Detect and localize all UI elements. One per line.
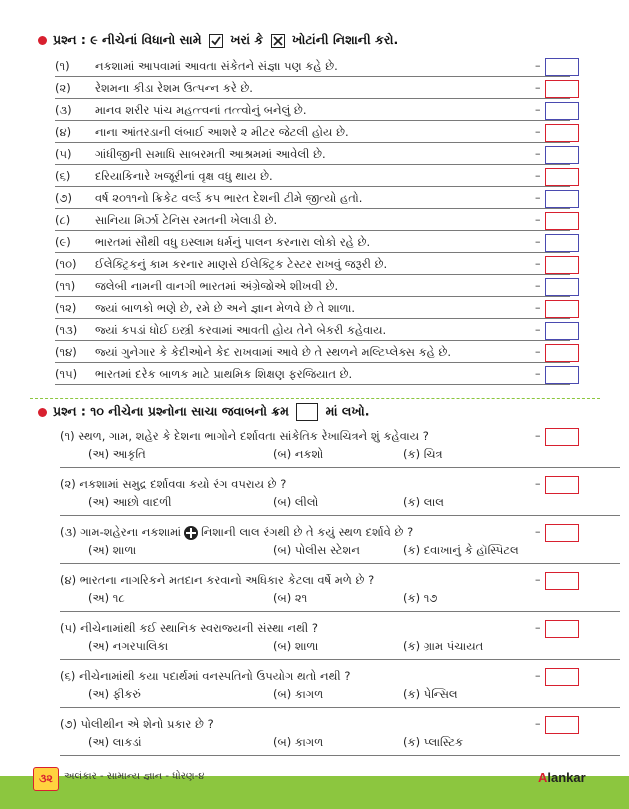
mcq-option: (ક) ચિત્ર: [403, 447, 443, 461]
hospital-plus-icon: [184, 526, 198, 540]
mcq-question-text: નિશાની લાલ રંગથી છે તે કયું સ્થળ દર્શાવે છે ?: [201, 525, 414, 539]
statement-text: વર્ષ ૨૦૧૧નો ક્રિકેટ વર્લ્ડ કપ ભારત દેશની ટીમે જીત્યો હતો.: [95, 191, 363, 205]
mcq-question: [60, 523, 540, 541]
mcq-question: (૬) નીચેનામાંથી કયા પદાર્થમાં વનસ્પતિનો ઉપયોગ થતો નથી ?: [60, 669, 351, 683]
mcq-item: [60, 571, 540, 607]
mcq-option: (ક) પ્લાસ્ટિક: [403, 735, 464, 749]
answer-box[interactable]: [545, 102, 579, 120]
mcq-option: (બ) પોલીસ સ્ટેશન: [273, 543, 360, 557]
section-9-true-label: ખરાં કે: [230, 32, 264, 47]
mcq-separator: [60, 515, 620, 516]
answer-box[interactable]: [545, 620, 579, 638]
answer-box[interactable]: [545, 300, 579, 318]
mcq-option: (બ) કાગળ: [273, 687, 324, 701]
bullet-icon: [38, 408, 47, 417]
mcq-options: [60, 493, 540, 511]
statement-row: [55, 365, 570, 385]
page-number: ૩૨: [33, 767, 59, 791]
answer-dash: –: [535, 301, 541, 314]
statement-number: (૮): [55, 213, 71, 227]
statement-row: [55, 79, 570, 99]
mcq-item: [60, 667, 540, 703]
statement-text: દરિયાકિનારે ખજૂરીનાં વૃક્ષ વધુ થાય છે.: [95, 169, 273, 183]
answer-dash: –: [535, 257, 541, 270]
statement-row: [55, 277, 570, 297]
statement-text: ભારતમાં સૌથી વધુ ઇસ્લામ ધર્મનું પાલન કરનારા લોકો રહે છે.: [95, 235, 371, 249]
answer-dash: –: [535, 169, 541, 182]
answer-box[interactable]: [545, 190, 579, 208]
mcq-option: (અ) આકૃતિ: [88, 447, 146, 461]
mcq-item: [60, 475, 540, 511]
mcq-options: [60, 685, 540, 703]
statement-number: (૯): [55, 235, 71, 249]
brand-logo: [538, 770, 586, 785]
brand-logo-a: A: [538, 770, 548, 785]
mcq-options: [60, 733, 540, 751]
answer-box[interactable]: [545, 344, 579, 362]
answer-dash: –: [535, 669, 541, 682]
statement-number: (૬): [55, 169, 71, 183]
statement-text: નાના આંતરડાની લંબાઈ આશરે ૨ મીટર જેટલી હોય છે.: [95, 125, 349, 139]
answer-dash: –: [535, 345, 541, 358]
mcq-option: (ક) ૧૭: [403, 591, 438, 605]
answer-dash: –: [535, 573, 541, 586]
mcq-separator: [60, 611, 620, 612]
checkmark-box-icon: [209, 34, 223, 48]
answer-dash: –: [535, 103, 541, 116]
answer-box[interactable]: [545, 146, 579, 164]
mcq-separator: [60, 467, 620, 468]
answer-dash: –: [535, 367, 541, 380]
answer-box[interactable]: [545, 256, 579, 274]
mcq-question: (૭) પોલીથીન એ શેનો પ્રકાર છે ?: [60, 717, 214, 731]
section-9-heading: [38, 32, 398, 48]
statement-row: [55, 321, 570, 341]
answer-box[interactable]: [545, 572, 579, 590]
mcq-option: (બ) શાળા: [273, 639, 319, 653]
mcq-option: (અ) શાળા: [88, 543, 137, 557]
section-divider: [30, 398, 600, 399]
statement-text: જ્યાં ગુનેગાર કે કેદીઓને કેદ રાખવામાં આવે છે તે સ્થળને મલ્ટિપ્લેક્સ કહે છે.: [95, 345, 452, 359]
statement-row: [55, 343, 570, 363]
answer-box[interactable]: [545, 58, 579, 76]
answer-box[interactable]: [545, 668, 579, 686]
mcq-separator: [60, 563, 620, 564]
statement-text: ઈલેક્ટ્રિકનું કામ કરનાર માણસે ઈલેક્ટ્રિક ટેસ્ટર રાખવું જરૂરી છે.: [95, 257, 388, 271]
footer-text: અલંકાર - સામાન્ય જ્ઞાન - ધોરણ-૪: [64, 771, 205, 782]
statement-text: ગાંધીજીની સમાધિ સાબરમતી આશ્રમમાં આવેલી છે.: [95, 147, 326, 161]
mcq-option: (ક) ગ્રામ પંચાયત: [403, 639, 484, 653]
answer-box-icon: [296, 403, 318, 421]
answer-dash: –: [535, 147, 541, 160]
mcq-item: [60, 715, 540, 751]
statement-text: રેશમના કીડા રેશમ ઉત્પન્ન કરે છે.: [95, 81, 253, 95]
answer-box[interactable]: [545, 80, 579, 98]
mcq-option: (બ) લીલો: [273, 495, 319, 509]
cross-box-icon: [271, 34, 285, 48]
answer-box[interactable]: [545, 234, 579, 252]
statement-number: (૧૦): [55, 257, 77, 271]
mcq-options: [60, 541, 540, 559]
mcq-question: (૪) ભારતના નાગરિકને મતદાન કરવાનો અધિકાર કેટલા વર્ષે મળે છે ?: [60, 573, 375, 587]
statement-row: [55, 101, 570, 121]
section-9-title: પ્રશ્ન : ૯ નીચેનાં વિધાનો સામે: [53, 32, 202, 47]
mcq-option: (ક) પેન્સિલ: [403, 687, 458, 701]
answer-dash: –: [535, 59, 541, 72]
answer-box[interactable]: [545, 278, 579, 296]
mcq-option: (અ) નગરપાલિકા: [88, 639, 169, 653]
mcq-option: (અ) આછો વાદળી: [88, 495, 172, 509]
statement-text: માનવ શરીર પાંચ મહત્ત્વનાં તત્ત્વોનું બનેલું છે.: [95, 103, 307, 117]
statement-text: જ્યાં બાળકો ભણે છે, રમે છે અને જ્ઞાન મેળવે છે તે શાળા.: [95, 301, 356, 315]
statement-row: [55, 145, 570, 165]
mcq-option: (બ) નકશો: [273, 447, 324, 461]
statement-number: (૪): [55, 125, 72, 139]
statement-number: (૧૪): [55, 345, 77, 359]
statement-row: [55, 233, 570, 253]
answer-dash: –: [535, 279, 541, 292]
section-10-title: પ્રશ્ન : ૧૦ નીચેના પ્રશ્નોના સાચા જવાબનો ક્રમ: [53, 403, 289, 419]
answer-dash: –: [535, 429, 541, 442]
answer-box[interactable]: [545, 168, 579, 186]
mcq-question: (૫) નીચેનામાંથી કઈ સ્થાનિક સ્વરાજ્યની સંસ્થા નથી ?: [60, 621, 318, 635]
mcq-options: [60, 589, 540, 607]
mcq-option: (ક) દવાખાનું કે હૉસ્પિટલ: [403, 543, 519, 557]
mcq-options: [60, 637, 540, 655]
statement-number: (૫): [55, 147, 72, 161]
answer-dash: –: [535, 717, 541, 730]
answer-box[interactable]: [545, 428, 579, 446]
statement-text: જલેબી નામની વાનગી ભારતમાં અંગ્રેજોએ શીખવી છે.: [95, 279, 339, 293]
answer-box[interactable]: [545, 124, 579, 142]
answer-dash: –: [535, 525, 541, 538]
statement-row: [55, 255, 570, 275]
section-10-title-end: માં લખો.: [325, 403, 370, 419]
statement-row: [55, 57, 570, 77]
mcq-option: (બ) કાગળ: [273, 735, 324, 749]
mcq-option: (અ) ફીકરું: [88, 687, 141, 701]
answer-box[interactable]: [545, 212, 579, 230]
answer-dash: –: [535, 81, 541, 94]
answer-box[interactable]: [545, 476, 579, 494]
statement-number: (૧૫): [55, 367, 78, 381]
answer-dash: –: [535, 621, 541, 634]
mcq-separator: [60, 707, 620, 708]
mcq-options: [60, 445, 540, 463]
statement-row: [55, 189, 570, 209]
statement-row: [55, 167, 570, 187]
mcq-separator: [60, 659, 620, 660]
answer-box[interactable]: [545, 524, 579, 542]
mcq-item: [60, 619, 540, 655]
statement-number: (૧૩): [55, 323, 78, 337]
statement-number: (૩): [55, 103, 72, 117]
bullet-icon: [38, 36, 47, 45]
mcq-item: [60, 523, 540, 559]
mcq-option: (અ) ૧૮: [88, 591, 125, 605]
statement-number: (૧૧): [55, 279, 76, 293]
statement-number: (૧): [55, 59, 70, 73]
answer-dash: –: [535, 191, 541, 204]
mcq-separator: [60, 755, 620, 756]
statement-text: નકશામાં આપવામાં આવતા સંકેતને સંજ્ઞા પણ કહે છે.: [95, 59, 338, 73]
brand-logo-text: lankar: [547, 770, 586, 785]
answer-box[interactable]: [545, 322, 579, 340]
answer-dash: –: [535, 235, 541, 248]
answer-box[interactable]: [545, 716, 579, 734]
statement-number: (૨): [55, 81, 71, 95]
statement-number: (૧૨): [55, 301, 77, 315]
statement-row: [55, 299, 570, 319]
statement-text: જ્યાં કપડાં ધોઈ ઇસ્ત્રી કરવામાં આવતી હોય તેને બેકરી કહેવાય.: [95, 323, 387, 337]
statement-row: [55, 211, 570, 231]
statement-row: [55, 123, 570, 143]
answer-dash: –: [535, 477, 541, 490]
mcq-option: (ક) લાલ: [403, 495, 444, 509]
mcq-question: (૧) સ્થળ, ગામ, શહેર કે દેશના ભાગોને દર્શાવતા સાંકેતિક રેખાચિત્રને શું કહેવાય ?: [60, 429, 429, 443]
mcq-item: [60, 427, 540, 463]
mcq-question-text: (૩) ગામ-શહેરના નકશામાં: [60, 525, 182, 539]
mcq-option: (અ) લાકડાં: [88, 735, 142, 749]
mcq-question: (૨) નકશામાં સમુદ્ર દર્શાવવા કયો રંગ વપરાય છે ?: [60, 477, 287, 491]
mcq-option: (બ) ૨૧: [273, 591, 308, 605]
answer-dash: –: [535, 125, 541, 138]
section-9-false-label: ખોટાંની નિશાની કરો.: [291, 32, 399, 47]
section-10-heading: [38, 403, 370, 421]
answer-dash: –: [535, 323, 541, 336]
answer-dash: –: [535, 213, 541, 226]
statement-number: (૭): [55, 191, 72, 205]
statement-text: સાનિયા મિર્ઝા ટેનિસ રમતની ખેલાડી છે.: [95, 213, 278, 227]
statement-text: ભારતમાં દરેક બાળક માટે પ્રાથમિક શિક્ષણ ફરજિયાત છે.: [95, 367, 353, 381]
answer-box[interactable]: [545, 366, 579, 384]
